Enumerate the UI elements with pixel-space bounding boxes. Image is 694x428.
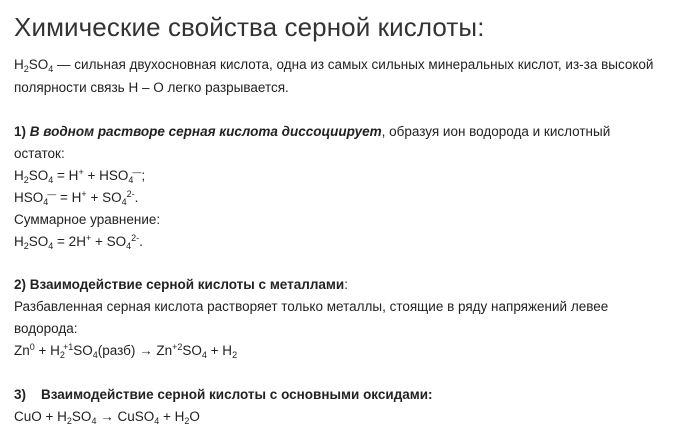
equation-1 — [14, 167, 145, 185]
eq-sub: 2 — [232, 350, 238, 360]
eq-part: Zn — [14, 343, 30, 358]
eq-sup: 0 — [29, 342, 35, 352]
eq-part: O — [189, 409, 200, 424]
eq-sup: — — [132, 167, 142, 177]
eq-part: + SO — [86, 190, 122, 205]
eq-sub: 4 — [128, 175, 134, 185]
eq-sub: 2 — [66, 416, 72, 426]
eq-part: = H — [53, 168, 79, 183]
formula-sub: 2 — [23, 64, 29, 74]
section-2-text-1: Разбавленная серная кислота растворяет только металлы, стоящие в ряду напряжений левее — [14, 299, 609, 314]
eq-sub: 4 — [43, 197, 49, 207]
eq-part: HSO — [14, 190, 44, 205]
eq-sub: 4 — [48, 241, 54, 251]
eq-sub: 4 — [154, 416, 160, 426]
eq-sub: 2 — [184, 416, 190, 426]
eq-part: SO — [182, 343, 202, 358]
equation-2 — [14, 189, 138, 207]
intro-line-1 — [14, 56, 653, 74]
eq-part: (разб) → Zn — [97, 343, 173, 358]
eq-sub: 4 — [92, 350, 98, 360]
section-emphasis: В водном растворе серная кислота диссоциирует — [29, 124, 382, 139]
section-number: 3) — [14, 387, 42, 402]
eq-sup: 2- — [131, 233, 140, 243]
eq-part: + H — [159, 409, 185, 424]
eq-part: H — [14, 234, 24, 249]
section-number: 1) — [14, 124, 30, 139]
eq-part: = 2H — [53, 234, 86, 249]
formula-h: H — [14, 57, 24, 72]
eq-sup: + — [81, 189, 87, 199]
section-emphasis: Взаимодействие серной кислоты с основными оксидами: — [41, 387, 433, 402]
intro-text: — сильная двухосновная кислота, одна из самых сильных минеральных кислот, из-за высокой — [53, 57, 654, 72]
equation-3 — [14, 233, 143, 251]
eq-sub: 4 — [201, 350, 207, 360]
eq-sub: 4 — [91, 416, 97, 426]
eq-part: + SO — [91, 234, 127, 249]
formula-sub: 4 — [48, 64, 54, 74]
eq-sup: + — [78, 167, 84, 177]
eq-part: = H — [56, 190, 82, 205]
eq-part: SO — [73, 343, 93, 358]
eq-sup: + — [85, 233, 92, 243]
intro-line-2: полярности связь H – O легко разрывается. — [14, 80, 289, 95]
eq-sub: 4 — [126, 241, 132, 251]
section-1-cont: остаток: — [14, 146, 65, 161]
eq-part: SO — [28, 168, 49, 183]
section-text: , образуя ион водорода и кислотный — [381, 124, 611, 139]
eq-part: + H — [206, 343, 233, 358]
eq-sub: 4 — [121, 197, 127, 207]
eq-part: ; — [141, 168, 146, 183]
eq-sup: +1 — [62, 342, 74, 352]
eq-sup: 2- — [126, 189, 135, 199]
eq-part: H — [14, 168, 24, 183]
eq-sub: 4 — [48, 175, 54, 185]
section-3-heading — [14, 386, 433, 404]
summary-label: Суммарное уравнение: — [14, 212, 161, 227]
eq-part: → CuSO — [96, 409, 155, 424]
section-number: 2) — [14, 277, 30, 292]
formula-so: SO — [28, 57, 49, 72]
eq-part: . — [134, 190, 139, 205]
equation-5 — [14, 408, 200, 426]
page-title: Химические свойства серной кислоты: — [14, 12, 485, 42]
section-2-heading — [14, 276, 348, 294]
eq-part: + H — [34, 343, 60, 358]
section-emphasis: Взаимодействие серной кислоты с металлами — [29, 277, 345, 292]
eq-sub: 2 — [23, 241, 29, 251]
eq-sup: — — [47, 189, 57, 199]
eq-sub: 2 — [59, 350, 65, 360]
section-2-text-2: водорода: — [14, 321, 78, 336]
eq-part: . — [139, 234, 143, 249]
equation-4 — [14, 342, 237, 360]
section-text: : — [344, 277, 348, 292]
eq-part: SO — [28, 234, 49, 249]
section-1-heading — [14, 123, 610, 141]
eq-part: SO — [71, 409, 92, 424]
eq-sup: +2 — [172, 342, 183, 352]
eq-sub: 2 — [23, 175, 29, 185]
eq-part: + HSO — [83, 168, 129, 183]
eq-part: CuO + H — [14, 409, 67, 424]
